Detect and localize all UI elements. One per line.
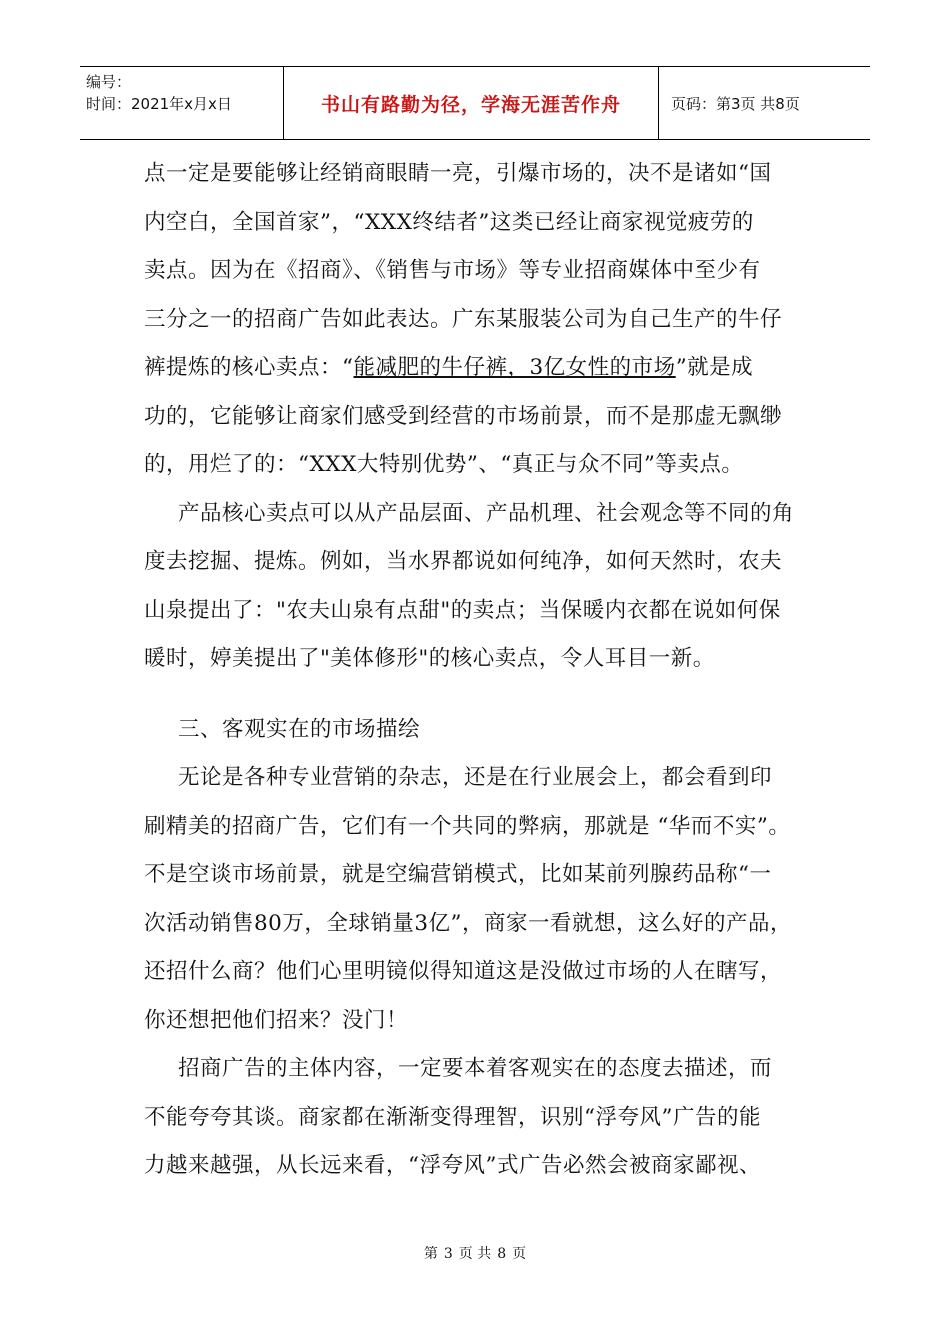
text-line: 点一定是要能够让经销商眼睛一亮，引爆市场的，决不是诸如“国 xyxy=(144,161,772,186)
header-meta xyxy=(80,67,284,139)
text-line: 不能夸夸其谈。商家都在渐渐变得理智，识别“浮夸风”广告的能 xyxy=(144,1104,761,1130)
text-line: 你还想把他们招来？没门！ xyxy=(144,1007,409,1033)
text-line: 暖时，婷美提出了"美体修形"的核心卖点，令人耳目一新。 xyxy=(144,646,715,671)
footer-total-pages: 8 xyxy=(497,1246,507,1262)
footer-current-page: 3 xyxy=(443,1246,453,1262)
text-line: 无论是各种专业营销的杂志，还是在行业展会上，都会看到印 xyxy=(178,765,773,790)
text-line: 还招什么商？他们心里明镜似得知道这是没做过市场的人在瞎写， xyxy=(144,959,783,984)
text-segment: 裤提炼的核心卖点：“ xyxy=(144,355,354,380)
text-line: 刷精美的招商广告，它们有一个共同的弊病，那就是 “华而不实”。 xyxy=(144,813,791,839)
document-number-label: 编号： xyxy=(86,73,132,91)
text-line: 次活动销售80万，全球销量3亿”，商家一看就想，这么好的产品， xyxy=(144,910,793,936)
text-line: 卖点。因为在《招商》、《销售与市场》等专业招商媒体中至少有 xyxy=(144,258,761,283)
text-line xyxy=(144,344,810,393)
header-page-code: 页码：第3页 共8页 xyxy=(671,94,800,113)
paragraph-gap xyxy=(144,684,810,706)
text-segment: ”就是成 xyxy=(675,355,754,380)
section-heading: 三、客观实在的市场描绘 xyxy=(178,716,421,742)
footer-suffix: 页 xyxy=(512,1246,527,1262)
text-line: 力越来越强，从长远来看，“浮夸风”式广告必然会被商家鄙视、 xyxy=(144,1153,761,1178)
text-line: 招商广告的主体内容，一定要本着客观实在的态度去描述，而 xyxy=(178,1056,773,1081)
text-line: 不是空谈市场前景，就是空编营销模式，比如某前列腺药品称“一 xyxy=(144,862,772,887)
text-line: 三分之一的招商广告如此表达。广东某服装公司为自己生产的牛仔 xyxy=(144,306,783,332)
text-line: 度去挖掘、提炼。例如，当水界都说如何纯净，如何天然时，农夫 xyxy=(144,549,783,574)
underlined-slogan: 能减肥的牛仔裤，3亿女性的市场 xyxy=(353,355,676,380)
page-header xyxy=(80,66,870,140)
page-footer xyxy=(0,1243,950,1263)
footer-prefix: 第 xyxy=(423,1246,438,1262)
header-motto: 书山有路勤为径，学海无涯苦作舟 xyxy=(284,67,659,139)
text-line: 山泉提出了："农夫山泉有点甜"的卖点；当保暖内衣都在说如何保 xyxy=(144,597,781,623)
footer-middle: 页 共 xyxy=(458,1246,492,1262)
text-line: 产品核心卖点可以从产品层面、产品机理、社会观念等不同的角 xyxy=(178,500,795,526)
text-line: 功的，它能够让商家们感受到经营的市场前景，而不是那虚无飘缈 xyxy=(144,403,783,429)
text-line: 的，用烂了的：“XXX大特别优势”、“真正与众不同”等卖点。 xyxy=(144,452,744,477)
text-line: 内空白，全国首家”，“XXX终结者”这类已经让商家视觉疲劳的 xyxy=(144,209,754,235)
document-date: 时间：2021年x月x日 xyxy=(86,95,232,113)
document-body xyxy=(144,150,810,1191)
